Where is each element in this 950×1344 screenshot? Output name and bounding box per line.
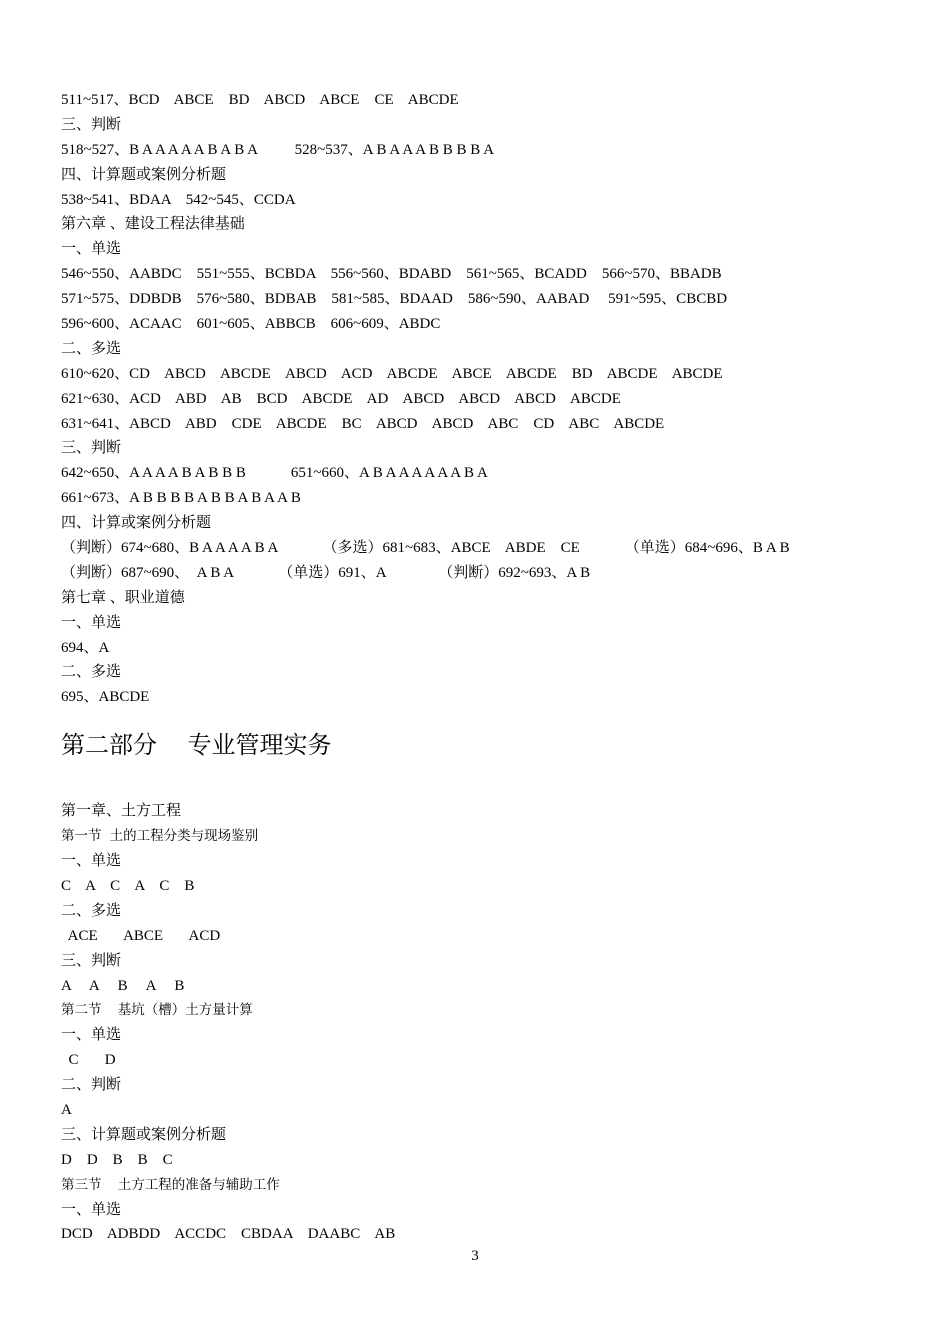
section-heading: 四、计算题或案例分析题 xyxy=(61,166,227,183)
answer-line: 511~517、BCD ABCE BD ABCD ABCE CE ABCDE xyxy=(61,92,459,108)
section-heading: 一、单选 xyxy=(61,1027,122,1044)
part1-section xyxy=(61,88,901,710)
answer-line: 596~600、ACAAC 601~605、ABBCB 606~609、ABDC xyxy=(61,316,441,333)
page-number: 3 xyxy=(471,1248,479,1264)
answer-line: A xyxy=(61,1101,72,1118)
section-heading: 一、单选 xyxy=(61,614,122,631)
document-page xyxy=(61,88,901,1247)
answer-line: 518~527、B A A A A A B A B A 528~537、A B A A A B B B B A xyxy=(61,141,495,158)
answer-line: 571~575、DDBDB 576~580、BDBAB 581~585、BDAAD 586~590、AABAD 591~595、CBCBD xyxy=(61,291,728,308)
chapter-heading: 第六章 、建设工程法律基础 xyxy=(61,216,245,233)
section-heading: 三、计算题或案例分析题 xyxy=(61,1126,227,1143)
subsection-heading: 第二节 基坑（槽）土方量计算 xyxy=(61,1002,253,1019)
answer-line: ACE ABCE ACD xyxy=(61,927,221,944)
section-heading: 三、判断 xyxy=(61,440,122,457)
section-heading: 一、单选 xyxy=(61,241,122,258)
answer-line: （判断）674~680、B A A A A B A （多选）681~683、ABCE ABDE CE （单选）684~696、B A B xyxy=(61,540,790,557)
section-heading: 一、单选 xyxy=(61,1201,122,1218)
answer-line: D D B B C xyxy=(61,1151,173,1168)
answer-line: 621~630、ACD ABD AB BCD ABCDE AD ABCD ABCD ABCD ABCDE xyxy=(61,390,621,407)
answer-line: （判断）687~690、 A B A （单选）691、A （判断）692~693、A B xyxy=(61,564,591,581)
answer-line: C A C A C B xyxy=(61,877,195,894)
answer-line: A A B A B xyxy=(61,977,185,994)
answer-line: 695、ABCDE xyxy=(61,689,150,706)
section-heading: 二、判断 xyxy=(61,1077,122,1094)
answer-line: 661~673、A B B B B A B B A B A A B xyxy=(61,490,301,507)
section-heading: 一、单选 xyxy=(61,853,122,870)
chapter-heading: 第一章、土方工程 xyxy=(61,803,182,820)
answer-line: DCD ADBDD ACCDC CBDAA DAABC AB xyxy=(61,1226,396,1243)
section-heading: 二、多选 xyxy=(61,340,122,357)
part2-section xyxy=(61,799,901,1247)
section-heading: 三、判断 xyxy=(61,952,122,969)
subsection-heading: 第一节 土的工程分类与现场鉴别 xyxy=(61,828,259,845)
section-heading: 四、计算或案例分析题 xyxy=(61,515,212,532)
section-heading: 三、判断 xyxy=(61,116,122,133)
section-heading: 二、多选 xyxy=(61,664,122,681)
subsection-heading: 第三节 土方工程的准备与辅助工作 xyxy=(61,1176,280,1193)
answer-line: 694、A xyxy=(61,639,110,656)
section-heading: 二、多选 xyxy=(61,902,122,919)
part-title: 第二部分 专业管理实务 xyxy=(61,731,332,760)
chapter-heading: 第七章 、职业道德 xyxy=(61,589,185,606)
answer-line: 642~650、A A A A B A B B B 651~660、A B A A A A A A B A xyxy=(61,465,488,482)
answer-line: 538~541、BDAA 542~545、CCDA xyxy=(61,191,296,208)
answer-line: 546~550、AABDC 551~555、BCBDA 556~560、BDABD 561~565、BCADD 566~570、BBADB xyxy=(61,266,722,283)
answer-line: 610~620、CD ABCD ABCDE ABCD ACD ABCDE ABCE ABCDE BD ABCDE ABCDE xyxy=(61,365,723,382)
answer-line: C D xyxy=(61,1052,116,1069)
answer-line: 631~641、ABCD ABD CDE ABCDE BC ABCD ABCD ABC CD ABC ABCDE xyxy=(61,415,665,432)
